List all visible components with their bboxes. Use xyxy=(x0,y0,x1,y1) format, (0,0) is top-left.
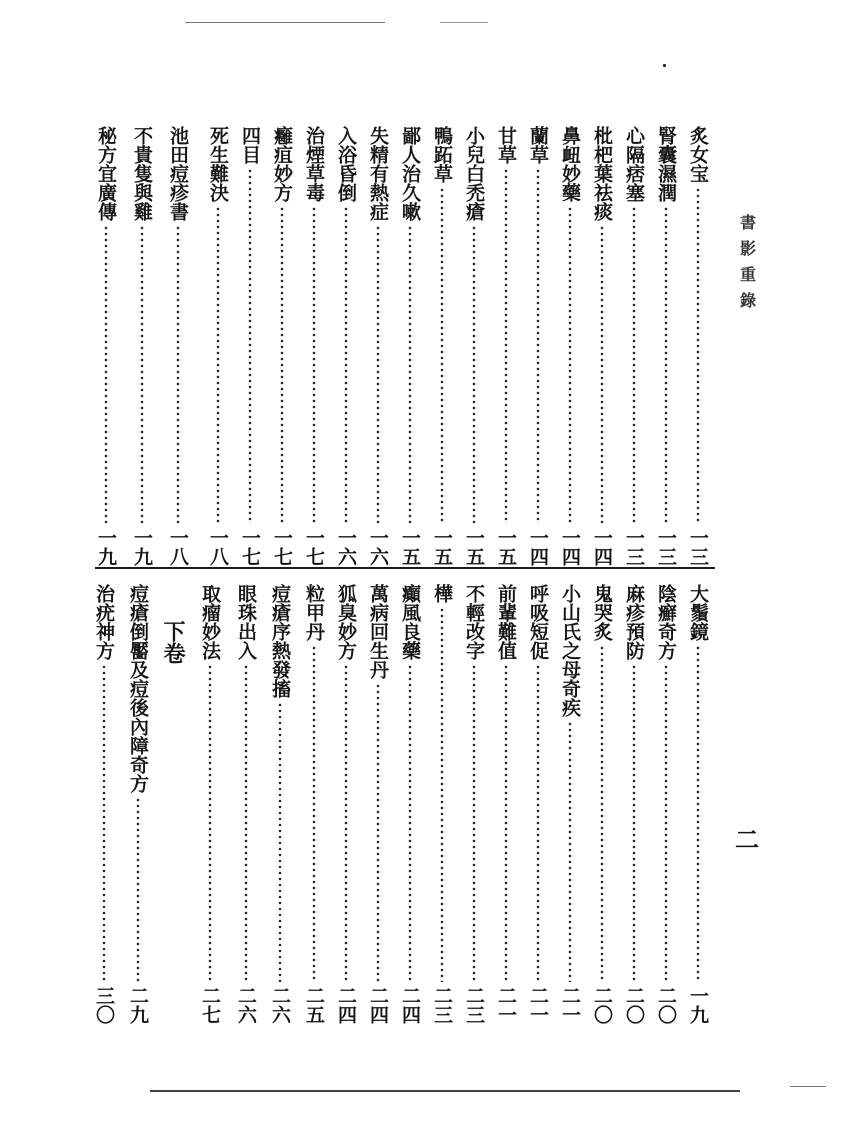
entry-title: 治煙草毒 xyxy=(303,126,325,202)
entry-page: 二〇 xyxy=(655,986,677,1024)
dot-leader xyxy=(568,721,572,982)
toc-entry xyxy=(364,126,392,566)
toc-entry xyxy=(492,584,520,1024)
entry-page: 一五 xyxy=(399,528,421,566)
toc-entry xyxy=(556,126,584,566)
entry-page: 三〇 xyxy=(93,986,115,1024)
toc-entry xyxy=(524,126,552,566)
entry-page: 一五 xyxy=(463,528,485,566)
toc-entry xyxy=(164,126,192,566)
dot-leader xyxy=(104,225,108,524)
entry-page: 一七 xyxy=(271,528,293,566)
entry-page: 一三 xyxy=(655,528,677,566)
toc-entry xyxy=(652,584,680,1024)
scan-edge-bottom xyxy=(150,1090,740,1092)
toc-entry xyxy=(588,126,616,566)
entry-page: 二六 xyxy=(235,986,257,1024)
half-divider xyxy=(95,567,715,569)
entry-title: 炙女宝 xyxy=(687,126,709,183)
toc-entry xyxy=(196,584,224,1024)
dot-leader xyxy=(244,664,248,982)
dot-leader xyxy=(696,645,700,982)
entry-title: 腎囊濕潤 xyxy=(655,126,677,202)
toc-entry xyxy=(556,584,584,1024)
toc-entry xyxy=(428,584,456,1024)
entry-page: 一四 xyxy=(559,528,581,566)
toc-entry xyxy=(232,584,260,1024)
dot-leader xyxy=(664,206,668,524)
entry-page: 一三 xyxy=(623,528,645,566)
toc-entry xyxy=(204,126,232,566)
entry-title: 秘方宜廣傳 xyxy=(95,126,117,221)
toc-entry xyxy=(300,126,328,566)
dot-leader xyxy=(536,664,540,982)
scan-edge-bottom-right xyxy=(790,1086,826,1087)
dot-leader xyxy=(696,187,700,524)
dot-leader xyxy=(136,797,140,982)
dot-leader xyxy=(504,664,508,982)
entry-title: 鴨跖草 xyxy=(431,126,453,183)
entry-title: 陰癬奇方 xyxy=(655,584,677,660)
toc-entry xyxy=(266,584,294,1024)
toc-entry xyxy=(620,126,648,566)
entry-page: 二一 xyxy=(527,986,549,1024)
toc-entry xyxy=(588,584,616,1024)
toc-entry xyxy=(268,126,296,566)
dot-leader xyxy=(664,664,668,982)
entry-page: 一六 xyxy=(335,528,357,566)
toc-entry xyxy=(332,584,360,1024)
dot-leader xyxy=(344,664,348,982)
entry-title: 癰疽妙方 xyxy=(271,126,293,202)
toc-entry xyxy=(684,584,712,1024)
entry-title: 死生難決 xyxy=(207,126,229,202)
entry-page: 二五 xyxy=(303,986,325,1024)
entry-title: 心隔痞塞 xyxy=(623,126,645,202)
entry-title: 失精有熱症 xyxy=(367,126,389,221)
toc-entry xyxy=(524,584,552,1024)
entry-title: 枇杷葉祛痰 xyxy=(591,126,613,221)
entry-title: 鼻衄妙藥 xyxy=(559,126,581,202)
entry-title: 呼吸短促 xyxy=(527,584,549,660)
entry-title: 取瘤妙法 xyxy=(199,584,221,660)
dot-leader xyxy=(408,664,412,982)
toc-entry xyxy=(300,584,328,1024)
toc-entry xyxy=(396,126,424,566)
entry-title: 萬病回生丹 xyxy=(367,584,389,679)
entry-page: 二三 xyxy=(463,986,485,1024)
scan-edge-top xyxy=(185,22,385,23)
toc-entry xyxy=(620,584,648,1024)
dot-leader xyxy=(632,206,636,524)
entry-page: 二一 xyxy=(559,986,581,1024)
dot-leader xyxy=(176,225,180,524)
dot-leader xyxy=(344,206,348,524)
entry-page: 二一 xyxy=(495,986,517,1024)
dot-leader xyxy=(376,225,380,524)
entry-page: 二〇 xyxy=(623,986,645,1024)
entry-title: 不輕改字 xyxy=(463,584,485,660)
toc-entry xyxy=(684,126,712,566)
dot-leader xyxy=(408,225,412,524)
scan-edge-top-right xyxy=(440,22,488,23)
entry-page: 一六 xyxy=(367,528,389,566)
entry-title: 前輩難值 xyxy=(495,584,517,660)
dot-leader xyxy=(312,645,316,982)
toc-entry xyxy=(128,126,156,566)
dot-leader xyxy=(600,645,604,982)
entry-title: 小兒白禿瘡 xyxy=(463,126,485,221)
dot-leader xyxy=(600,225,604,524)
entry-title: 池田痘疹書 xyxy=(167,126,189,221)
entry-title: 小山氏之母奇疾 xyxy=(559,584,581,717)
entry-page: 二四 xyxy=(335,986,357,1024)
entry-title: 不貴隻與雞 xyxy=(131,126,153,221)
entry-title: 鄙人治久嗽 xyxy=(399,126,421,221)
entry-title: 甘草 xyxy=(495,126,517,164)
running-title: 書影重錄 xyxy=(739,213,756,310)
toc-entry xyxy=(460,584,488,1024)
dot-leader xyxy=(472,664,476,982)
dot-leader xyxy=(472,225,476,524)
toc-entry xyxy=(652,126,680,566)
entry-page: 一四 xyxy=(591,528,613,566)
dot-leader xyxy=(504,168,508,524)
entry-page: 一九 xyxy=(131,528,153,566)
dot-leader xyxy=(312,206,316,524)
entry-page: 一七 xyxy=(303,528,325,566)
dot-leader xyxy=(376,683,380,982)
entry-page: 二〇 xyxy=(591,986,613,1024)
entry-page: 二四 xyxy=(367,986,389,1024)
dot-leader xyxy=(280,206,284,524)
entry-title: 蘭草 xyxy=(527,126,549,164)
entry-page: 一九 xyxy=(687,986,709,1024)
dot-leader xyxy=(102,664,106,982)
toc-entry xyxy=(236,126,264,566)
entry-title: 粒甲丹 xyxy=(303,584,325,641)
toc-entry xyxy=(492,126,520,566)
toc-entry xyxy=(92,126,120,566)
page-number: 二 xyxy=(735,825,759,854)
entry-title: 樺 xyxy=(431,584,453,603)
dot-leader xyxy=(440,607,444,982)
toc-entry xyxy=(90,584,118,1024)
entry-page: 一七 xyxy=(239,528,261,566)
dot-leader xyxy=(248,168,252,524)
entry-title: 治疣神方 xyxy=(93,584,115,660)
dot-leader xyxy=(140,225,144,524)
scan-speck xyxy=(663,64,666,67)
toc-entry xyxy=(332,126,360,566)
entry-page: 二七 xyxy=(199,986,221,1024)
dot-leader xyxy=(208,664,212,982)
entry-title: 癲風良藥 xyxy=(399,584,421,660)
entry-title: 四目 xyxy=(239,126,261,164)
toc-entry xyxy=(396,584,424,1024)
entry-title: 痘瘡序熱發搐 xyxy=(269,584,291,698)
entry-page: 二六 xyxy=(269,986,291,1024)
entry-title: 眼珠出入 xyxy=(235,584,257,660)
entry-title: 入浴昏倒 xyxy=(335,126,357,202)
entry-page: 一五 xyxy=(495,528,517,566)
dot-leader xyxy=(632,664,636,982)
entry-page: 一三 xyxy=(687,528,709,566)
entry-title: 大鬚鏡 xyxy=(687,584,709,641)
entry-page: 一九 xyxy=(95,528,117,566)
dot-leader xyxy=(440,187,444,524)
entry-page: 二四 xyxy=(399,986,421,1024)
toc-entry xyxy=(428,126,456,566)
entry-page: 一四 xyxy=(527,528,549,566)
entry-title: 狐臭妙方 xyxy=(335,584,357,660)
dot-leader xyxy=(278,702,282,982)
toc-entry xyxy=(124,584,152,1024)
entry-page: 一八 xyxy=(207,528,229,566)
entry-page: 一八 xyxy=(167,528,189,566)
entry-title: 痘瘡倒靨及痘後內障奇方 xyxy=(127,584,149,793)
entry-title: 麻疹預防 xyxy=(623,584,645,660)
entry-page: 二九 xyxy=(127,986,149,1024)
lower-volume-heading: 下卷 xyxy=(160,620,186,664)
toc-entry xyxy=(460,126,488,566)
entry-page: 二三 xyxy=(431,986,453,1024)
entry-page: 一五 xyxy=(431,528,453,566)
dot-leader xyxy=(536,168,540,524)
dot-leader xyxy=(216,206,220,524)
entry-title: 鬼哭炙 xyxy=(591,584,613,641)
dot-leader xyxy=(568,206,572,524)
toc-entry xyxy=(364,584,392,1024)
